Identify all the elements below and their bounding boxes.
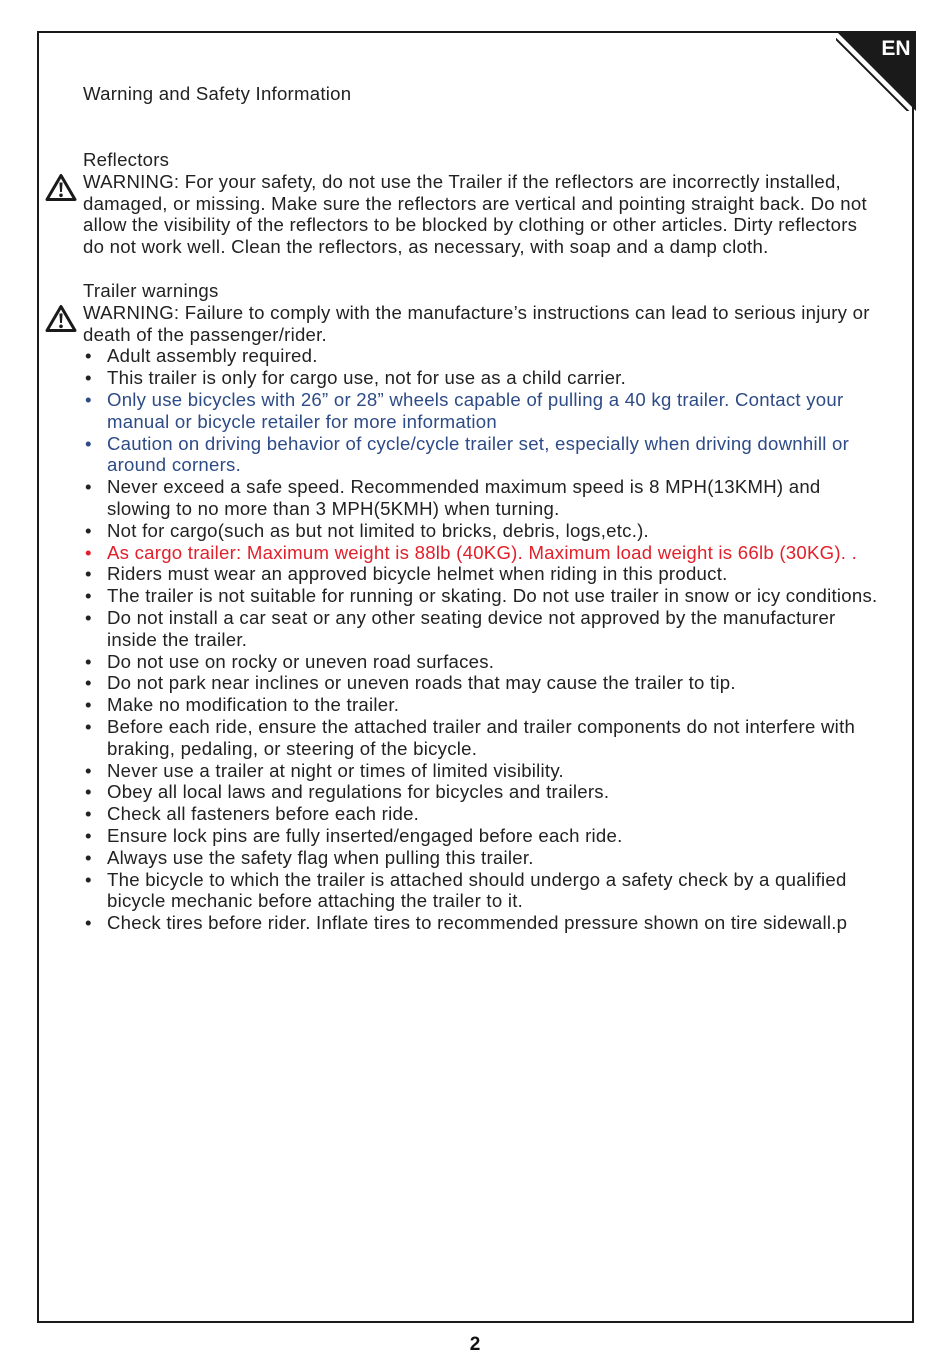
warning-bullet-list <box>83 345 883 934</box>
list-item: • Never exceed a safe speed. Recommended maximum speed is 8 MPH(13KMH) and slowing to no more than 3 MPH(5KMH) when turning. <box>83 476 883 520</box>
list-item: • Do not install a car seat or any other seating device not approved by the manufacturer inside the trailer. <box>83 607 883 651</box>
warning-paragraph: WARNING: Failure to comply with the manufacture’s instructions can lead to serious injury or death of the passenger/rider. <box>83 301 870 345</box>
section-heading: Reflectors <box>83 149 170 170</box>
list-item: • Riders must wear an approved bicycle helmet when riding in this product. <box>83 563 883 585</box>
list-item: • Before each ride, ensure the attached trailer and trailer components do not interfere with braking, pedaling, or steering of the bicycle. <box>83 716 883 760</box>
list-item: • The bicycle to which the trailer is attached should undergo a safety check by a qualified bicycle mechanic before attaching the trailer to it. <box>83 869 883 913</box>
page-number: 2 <box>469 1334 481 1355</box>
list-item: • The trailer is not suitable for running or skating. Do not use trailer in snow or icy conditions. <box>83 585 883 607</box>
document-title: Warning and Safety Information <box>83 83 352 104</box>
list-item: • Check all fasteners before each ride. <box>83 803 883 825</box>
list-item: • Make no modification to the trailer. <box>83 694 883 716</box>
list-item: • This trailer is only for cargo use, not for use as a child carrier. <box>83 367 883 389</box>
section-reflectors <box>83 149 883 258</box>
warning-paragraph: WARNING: For your safety, do not use the Trailer if the reflectors are incorrectly installed, damaged, or missing. Make sure the reflectors are vertical and pointing straight back. Do not allow the visibility of the reflectors to be blocked by clothing or other articles. Dirty reflectors do not work well. Clean the reflectors, as necessary, with soap and a damp cloth. <box>83 170 867 258</box>
list-item: • Do not use on rocky or uneven road surfaces. <box>83 651 883 673</box>
list-item: • Always use the safety flag when pulling this trailer. <box>83 847 883 869</box>
section-heading: Trailer warnings <box>83 279 219 301</box>
list-item: • As cargo trailer: Maximum weight is 88lb (40KG). Maximum load weight is 66lb (30KG). . <box>83 542 883 564</box>
list-item: • Do not park near inclines or uneven roads that may cause the trailer to tip. <box>83 672 883 694</box>
section-trailer-warnings <box>83 280 883 934</box>
list-item: • Ensure lock pins are fully inserted/engaged before each ride. <box>83 825 883 847</box>
list-item: • Only use bicycles with 26” or 28” wheels capable of pulling a 40 kg trailer. Contact your manual or bicycle retailer for more information <box>83 389 883 433</box>
list-item: • Check tires before rider. Inflate tires to recommended pressure shown on tire sidewall.p <box>83 912 883 934</box>
warning-triangle-icon <box>45 304 77 333</box>
warning-triangle-icon <box>45 173 77 202</box>
list-item: • Caution on driving behavior of cycle/cycle trailer set, especially when driving downhill or around corners. <box>83 433 883 477</box>
list-item: • Adult assembly required. <box>83 345 883 367</box>
language-label: EN <box>881 37 911 60</box>
list-item: • Not for cargo(such as but not limited to bricks, debris, logs,etc.). <box>83 520 883 542</box>
list-item: • Never use a trailer at night or times of limited visibility. <box>83 760 883 782</box>
document-body <box>83 83 883 934</box>
list-item: • Obey all local laws and regulations for bicycles and trailers. <box>83 781 883 803</box>
